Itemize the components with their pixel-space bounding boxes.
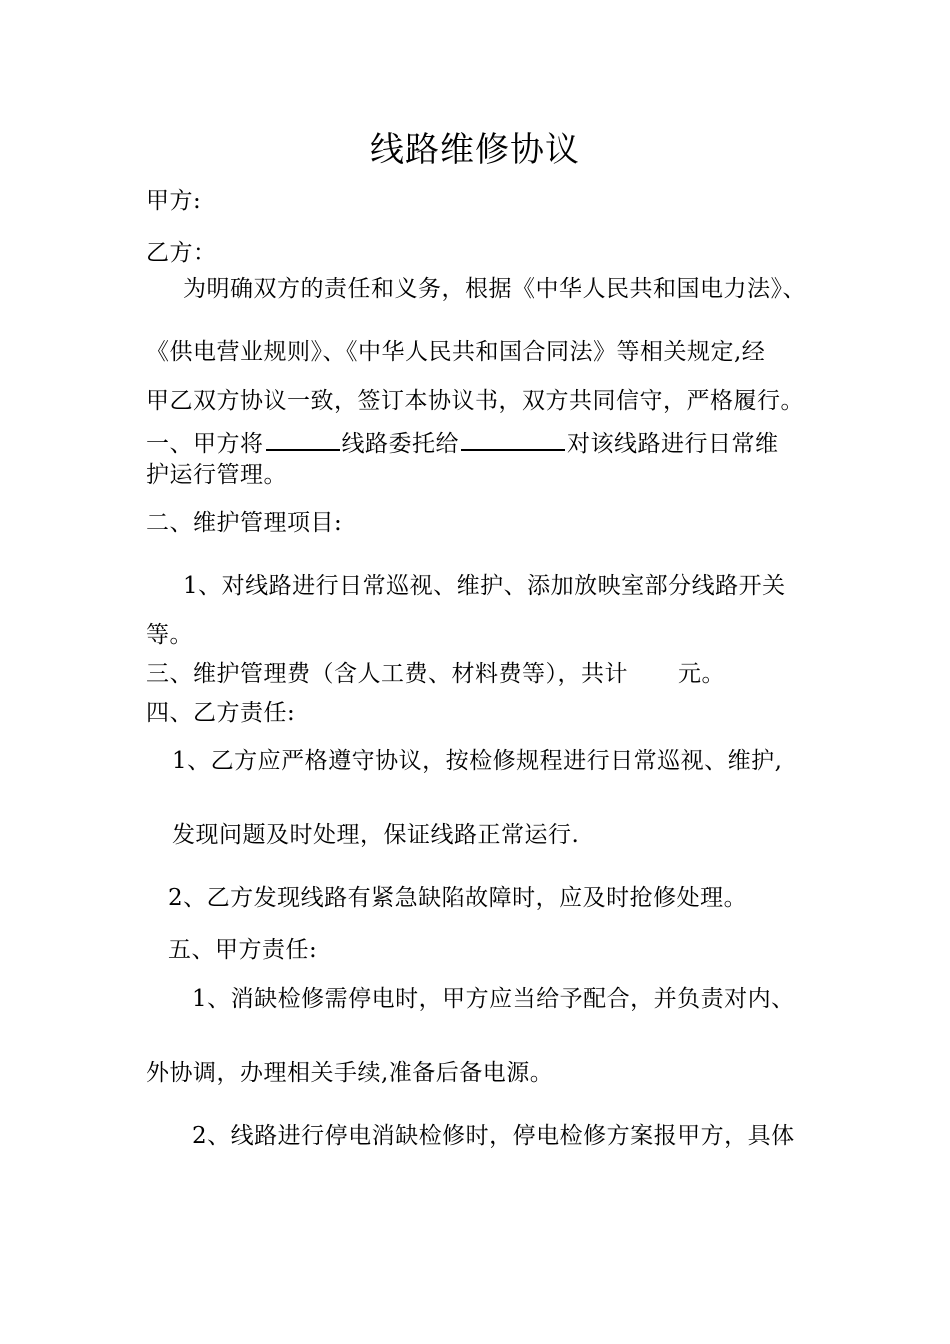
section-2-item-1-line-1: 1、对线路进行日常巡视、维护、添加放映室部分线路开关 [183,573,786,599]
section-2-item-1-line-2: 等。 [146,622,193,648]
section-5-heading: 五、甲方责任: [168,937,318,963]
section-5-item-1-line-2: 外协调，办理相关手续,准备后备电源。 [146,1060,554,1086]
contractor-name-blank[interactable] [461,425,565,451]
section-4-item-1-line-1: 1、乙方应严格遵守协议，按检修规程进行日常巡视、维护, [172,748,783,774]
section-5-item-2-line-1: 2、线路进行停电消缺检修时，停电检修方案报甲方，具体 [192,1123,795,1149]
section-5-item-1-line-1: 1、消缺检修需停电时，甲方应当给予配合，并负责对内、 [192,986,795,1012]
section-2-heading: 二、维护管理项目: [146,510,343,536]
section-1-line-1 [146,425,779,459]
intro-line-3: 甲乙双方协议一致，签订本协议书，双方共同信守，严格履行。 [146,388,804,414]
section-3-line [146,659,725,689]
party-b-label: 乙方： [146,240,217,266]
section-4-item-2: 2、乙方发现线路有紧急缺陷故障时，应及时抢修处理。 [168,885,748,911]
section-1-text-a: 一、甲方将 [146,431,264,457]
section-1-text-c: 对该线路进行日常维 [567,431,779,457]
intro-line-1: 为明确双方的责任和义务，根据《中华人民共和国电力法》、 [183,276,806,302]
section-3-text-a: 三、维护管理费（含人工费、材料费等），共计 [146,661,628,687]
section-4-item-1-line-2: 发现问题及时处理，保证线路正常运行. [172,822,580,848]
section-3-text-b: 元。 [678,661,725,687]
document-title: 线路维修协议 [370,130,580,170]
party-a-label: 甲方: [146,188,202,214]
line-name-blank[interactable] [266,425,340,451]
section-1-line-2: 护运行管理。 [146,462,287,488]
section-1-text-b: 线路委托给 [341,431,459,457]
intro-line-2: 《供电营业规则》、《中华人民共和国合同法》等相关规定,经 [146,339,766,365]
section-4-heading: 四、乙方责任: [146,700,296,726]
